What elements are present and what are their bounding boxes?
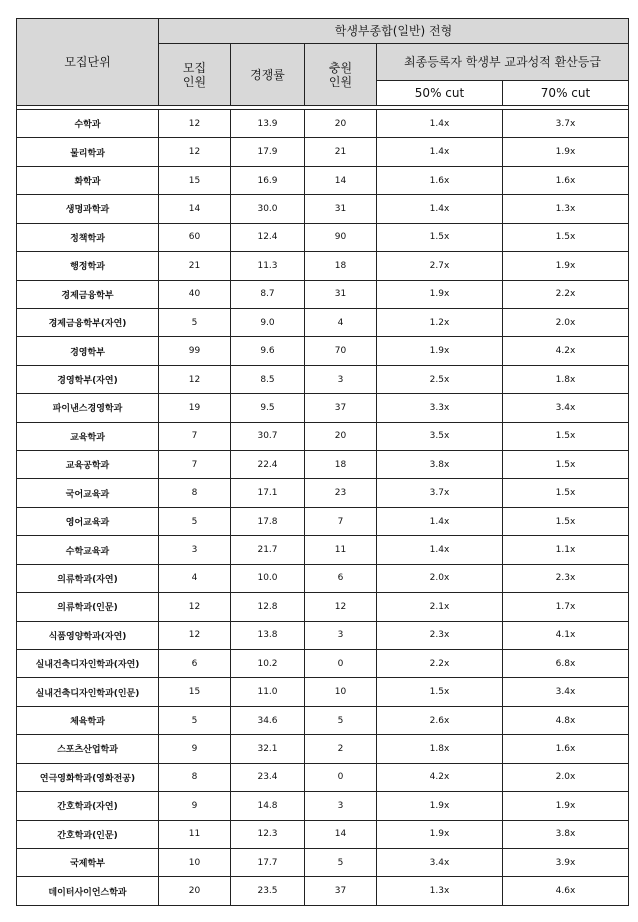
cell-waitlist: 3 — [305, 365, 377, 393]
cell-competition-rate: 12.4 — [231, 223, 305, 251]
cell-waitlist: 7 — [305, 507, 377, 535]
cell-quota: 40 — [159, 280, 231, 308]
admission-results-table — [16, 18, 629, 906]
cell-competition-rate: 11.3 — [231, 252, 305, 280]
cell-waitlist: 14 — [305, 166, 377, 194]
cell-cut-50: 2.1x — [377, 593, 503, 621]
table-row — [17, 706, 629, 734]
cell-quota: 10 — [159, 848, 231, 876]
cell-quota: 5 — [159, 308, 231, 336]
cell-competition-rate: 23.4 — [231, 763, 305, 791]
cell-quota: 12 — [159, 110, 231, 138]
cell-quota: 60 — [159, 223, 231, 251]
cell-cut-50: 2.6x — [377, 706, 503, 734]
cell-competition-rate: 32.1 — [231, 735, 305, 763]
cell-cut-50: 1.4x — [377, 507, 503, 535]
cell-competition-rate: 17.1 — [231, 479, 305, 507]
cell-competition-rate: 17.7 — [231, 848, 305, 876]
cell-cut-70: 1.5x — [503, 451, 629, 479]
cell-cut-70: 1.7x — [503, 593, 629, 621]
cell-cut-50: 1.9x — [377, 820, 503, 848]
cell-competition-rate: 14.8 — [231, 792, 305, 820]
cell-unit-name: 수학과 — [17, 110, 159, 138]
cell-waitlist: 18 — [305, 252, 377, 280]
cell-unit-name: 경제금융학부 — [17, 280, 159, 308]
cell-unit-name: 정책학과 — [17, 223, 159, 251]
cell-quota: 3 — [159, 536, 231, 564]
cell-competition-rate: 9.0 — [231, 308, 305, 336]
cell-unit-name: 체육학과 — [17, 706, 159, 734]
cell-cut-50: 1.4x — [377, 536, 503, 564]
cell-waitlist: 5 — [305, 848, 377, 876]
cell-quota: 7 — [159, 451, 231, 479]
cell-competition-rate: 23.5 — [231, 877, 305, 906]
cell-cut-50: 1.4x — [377, 138, 503, 166]
cell-cut-70: 4.6x — [503, 877, 629, 906]
cell-cut-70: 2.3x — [503, 564, 629, 592]
cell-cut-50: 1.8x — [377, 735, 503, 763]
header-cut-50: 50% cut — [377, 81, 503, 106]
cell-waitlist: 37 — [305, 877, 377, 906]
cell-cut-70: 1.8x — [503, 365, 629, 393]
table-header — [17, 19, 629, 110]
table-row — [17, 280, 629, 308]
table-row — [17, 195, 629, 223]
cell-unit-name: 국어교육과 — [17, 479, 159, 507]
cell-cut-50: 1.9x — [377, 337, 503, 365]
table-row — [17, 252, 629, 280]
cell-unit-name: 연극영화학과(영화전공) — [17, 763, 159, 791]
cell-cut-70: 3.9x — [503, 848, 629, 876]
cell-unit-name: 파이낸스경영학과 — [17, 394, 159, 422]
cell-waitlist: 20 — [305, 110, 377, 138]
cell-cut-70: 3.4x — [503, 678, 629, 706]
cell-competition-rate: 9.5 — [231, 394, 305, 422]
cell-cut-70: 3.8x — [503, 820, 629, 848]
table-row — [17, 593, 629, 621]
header-competition-rate: 경쟁률 — [231, 44, 305, 106]
cell-quota: 15 — [159, 166, 231, 194]
table-row — [17, 763, 629, 791]
table-row — [17, 848, 629, 876]
header-waitlist: 충원 인원 — [305, 44, 377, 106]
cell-unit-name: 경영학부(자연) — [17, 365, 159, 393]
cell-waitlist: 10 — [305, 678, 377, 706]
table-row — [17, 110, 629, 138]
table-row — [17, 308, 629, 336]
cell-cut-50: 2.7x — [377, 252, 503, 280]
table-row — [17, 650, 629, 678]
cell-quota: 99 — [159, 337, 231, 365]
cell-unit-name: 간호학과(자연) — [17, 792, 159, 820]
cell-competition-rate: 10.0 — [231, 564, 305, 592]
cell-quota: 9 — [159, 735, 231, 763]
cell-quota: 20 — [159, 877, 231, 906]
cell-waitlist: 31 — [305, 195, 377, 223]
table-row — [17, 536, 629, 564]
cell-cut-70: 1.9x — [503, 138, 629, 166]
cell-unit-name: 행정학과 — [17, 252, 159, 280]
cell-cut-70: 1.9x — [503, 792, 629, 820]
cell-cut-70: 4.1x — [503, 621, 629, 649]
cell-quota: 12 — [159, 365, 231, 393]
table-row — [17, 564, 629, 592]
cell-competition-rate: 10.2 — [231, 650, 305, 678]
cell-quota: 4 — [159, 564, 231, 592]
cell-cut-70: 2.0x — [503, 308, 629, 336]
header-grade-group: 최종등록자 학생부 교과성적 환산등급 — [377, 44, 629, 81]
cell-unit-name: 의류학과(인문) — [17, 593, 159, 621]
cell-cut-70: 1.5x — [503, 223, 629, 251]
table-row — [17, 166, 629, 194]
cell-waitlist: 11 — [305, 536, 377, 564]
cell-waitlist: 3 — [305, 621, 377, 649]
table-row — [17, 820, 629, 848]
cell-unit-name: 경영학부 — [17, 337, 159, 365]
cell-quota: 12 — [159, 138, 231, 166]
cell-competition-rate: 13.9 — [231, 110, 305, 138]
table-body — [17, 110, 629, 906]
cell-cut-70: 4.2x — [503, 337, 629, 365]
cell-cut-50: 2.2x — [377, 650, 503, 678]
cell-cut-50: 4.2x — [377, 763, 503, 791]
table-row — [17, 451, 629, 479]
cell-waitlist: 4 — [305, 308, 377, 336]
table-row — [17, 223, 629, 251]
cell-cut-70: 1.5x — [503, 479, 629, 507]
table-row — [17, 678, 629, 706]
cell-competition-rate: 22.4 — [231, 451, 305, 479]
cell-cut-50: 1.9x — [377, 280, 503, 308]
cell-cut-70: 2.0x — [503, 763, 629, 791]
cell-quota: 5 — [159, 507, 231, 535]
cell-waitlist: 70 — [305, 337, 377, 365]
cell-unit-name: 영어교육과 — [17, 507, 159, 535]
cell-waitlist: 20 — [305, 422, 377, 450]
cell-waitlist: 90 — [305, 223, 377, 251]
cell-cut-50: 3.7x — [377, 479, 503, 507]
cell-unit-name: 간호학과(인문) — [17, 820, 159, 848]
cell-waitlist: 2 — [305, 735, 377, 763]
cell-unit-name: 생명과학과 — [17, 195, 159, 223]
cell-cut-70: 1.9x — [503, 252, 629, 280]
cell-waitlist: 14 — [305, 820, 377, 848]
cell-cut-50: 1.4x — [377, 195, 503, 223]
cell-competition-rate: 21.7 — [231, 536, 305, 564]
cell-unit-name: 실내건축디자인학과(자연) — [17, 650, 159, 678]
cell-cut-70: 1.5x — [503, 507, 629, 535]
cell-quota: 8 — [159, 763, 231, 791]
cell-unit-name: 의류학과(자연) — [17, 564, 159, 592]
cell-cut-50: 3.8x — [377, 451, 503, 479]
cell-cut-70: 3.7x — [503, 110, 629, 138]
table-row — [17, 792, 629, 820]
cell-unit-name: 경제금융학부(자연) — [17, 308, 159, 336]
cell-waitlist: 18 — [305, 451, 377, 479]
cell-waitlist: 23 — [305, 479, 377, 507]
cell-unit-name: 스포츠산업학과 — [17, 735, 159, 763]
cell-cut-50: 1.3x — [377, 877, 503, 906]
cell-competition-rate: 12.8 — [231, 593, 305, 621]
table-row — [17, 365, 629, 393]
cell-unit-name: 실내건축디자인학과(인문) — [17, 678, 159, 706]
header-unit: 모집단위 — [17, 19, 159, 106]
table-row — [17, 735, 629, 763]
header-cut-70: 70% cut — [503, 81, 629, 106]
cell-competition-rate: 12.3 — [231, 820, 305, 848]
cell-quota: 12 — [159, 621, 231, 649]
cell-waitlist: 5 — [305, 706, 377, 734]
cell-cut-50: 1.5x — [377, 223, 503, 251]
cell-waitlist: 0 — [305, 650, 377, 678]
header-admission-type: 학생부종합(일반) 전형 — [159, 19, 629, 44]
cell-competition-rate: 8.5 — [231, 365, 305, 393]
cell-competition-rate: 30.7 — [231, 422, 305, 450]
cell-waitlist: 37 — [305, 394, 377, 422]
cell-quota: 19 — [159, 394, 231, 422]
cell-cut-70: 1.6x — [503, 166, 629, 194]
table-row — [17, 621, 629, 649]
cell-quota: 15 — [159, 678, 231, 706]
table-row — [17, 337, 629, 365]
cell-competition-rate: 34.6 — [231, 706, 305, 734]
cell-competition-rate: 8.7 — [231, 280, 305, 308]
cell-waitlist: 21 — [305, 138, 377, 166]
cell-unit-name: 수학교육과 — [17, 536, 159, 564]
cell-cut-50: 1.2x — [377, 308, 503, 336]
cell-cut-50: 1.4x — [377, 110, 503, 138]
cell-cut-70: 2.2x — [503, 280, 629, 308]
table-row — [17, 479, 629, 507]
cell-unit-name: 교육학과 — [17, 422, 159, 450]
cell-unit-name: 물리학과 — [17, 138, 159, 166]
cell-quota: 11 — [159, 820, 231, 848]
cell-waitlist: 12 — [305, 593, 377, 621]
cell-quota: 9 — [159, 792, 231, 820]
cell-quota: 12 — [159, 593, 231, 621]
table-row — [17, 394, 629, 422]
cell-competition-rate: 13.8 — [231, 621, 305, 649]
cell-waitlist: 3 — [305, 792, 377, 820]
cell-waitlist: 31 — [305, 280, 377, 308]
cell-unit-name: 식품영양학과(자연) — [17, 621, 159, 649]
cell-cut-70: 3.4x — [503, 394, 629, 422]
table-row — [17, 507, 629, 535]
cell-competition-rate: 11.0 — [231, 678, 305, 706]
cell-waitlist: 6 — [305, 564, 377, 592]
cell-cut-70: 1.3x — [503, 195, 629, 223]
cell-cut-50: 2.3x — [377, 621, 503, 649]
cell-quota: 8 — [159, 479, 231, 507]
cell-quota: 5 — [159, 706, 231, 734]
cell-cut-70: 1.6x — [503, 735, 629, 763]
cell-unit-name: 데이터사이언스학과 — [17, 877, 159, 906]
table-row — [17, 422, 629, 450]
table-row — [17, 877, 629, 906]
cell-competition-rate: 30.0 — [231, 195, 305, 223]
cell-competition-rate: 9.6 — [231, 337, 305, 365]
cell-cut-50: 1.9x — [377, 792, 503, 820]
cell-cut-70: 6.8x — [503, 650, 629, 678]
cell-cut-50: 1.6x — [377, 166, 503, 194]
table-row — [17, 138, 629, 166]
cell-cut-50: 3.5x — [377, 422, 503, 450]
cell-cut-70: 1.5x — [503, 422, 629, 450]
cell-unit-name: 화학과 — [17, 166, 159, 194]
cell-waitlist: 0 — [305, 763, 377, 791]
cell-cut-50: 3.4x — [377, 848, 503, 876]
cell-quota: 7 — [159, 422, 231, 450]
cell-competition-rate: 17.9 — [231, 138, 305, 166]
cell-cut-70: 4.8x — [503, 706, 629, 734]
cell-quota: 21 — [159, 252, 231, 280]
cell-unit-name: 국제학부 — [17, 848, 159, 876]
cell-unit-name: 교육공학과 — [17, 451, 159, 479]
header-quota: 모집 인원 — [159, 44, 231, 106]
cell-cut-50: 2.5x — [377, 365, 503, 393]
cell-cut-50: 3.3x — [377, 394, 503, 422]
cell-quota: 6 — [159, 650, 231, 678]
cell-cut-70: 1.1x — [503, 536, 629, 564]
cell-competition-rate: 17.8 — [231, 507, 305, 535]
cell-cut-50: 2.0x — [377, 564, 503, 592]
cell-competition-rate: 16.9 — [231, 166, 305, 194]
cell-cut-50: 1.5x — [377, 678, 503, 706]
cell-quota: 14 — [159, 195, 231, 223]
